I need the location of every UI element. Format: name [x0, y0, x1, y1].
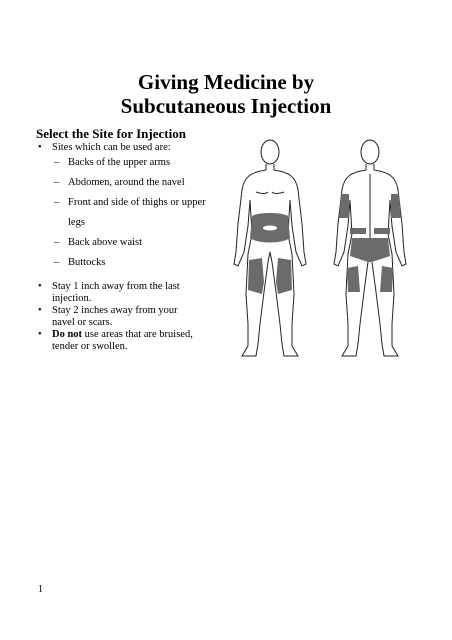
- back-right-waist-site: [374, 228, 390, 234]
- site-item: – Backs of the upper arms: [54, 157, 171, 168]
- page-number: 1: [38, 584, 43, 595]
- tip-item: • Do not use areas that are bruised, tender or swollen.: [36, 329, 202, 353]
- title-line-2: Subcutaneous Injection: [120, 94, 332, 118]
- injection-sites-figure: [222, 134, 420, 366]
- site-item: – Back above waist: [54, 237, 143, 248]
- front-body-outline: [234, 140, 306, 356]
- tip-item: • Stay 2 inches away from your navel or scars.: [36, 305, 202, 329]
- page-title: [0, 70, 452, 118]
- site-item: – Front and side of thighs or upper: [54, 197, 206, 208]
- site-item: – Abdomen, around the navel: [54, 177, 185, 188]
- front-right-thigh-site: [276, 258, 292, 294]
- back-left-arm-site: [339, 194, 349, 218]
- title-line-1: Giving Medicine by: [137, 70, 315, 94]
- back-left-thigh-site: [347, 266, 360, 292]
- buttocks-site: [350, 238, 390, 262]
- instructions: [36, 142, 226, 353]
- back-right-arm-site: [391, 194, 401, 218]
- front-left-thigh-site: [248, 258, 264, 294]
- site-item: – Buttocks: [54, 257, 106, 268]
- back-left-waist-site: [350, 228, 366, 234]
- navel-gap: [263, 226, 277, 231]
- back-right-thigh-site: [380, 266, 393, 292]
- tip-item: • Stay 1 inch away from the last injection.: [36, 281, 202, 305]
- sites-intro: • Sites which can be used are:: [36, 142, 226, 154]
- section-heading: Select the Site for Injection: [36, 126, 186, 141]
- site-item-continued: legs: [68, 217, 85, 228]
